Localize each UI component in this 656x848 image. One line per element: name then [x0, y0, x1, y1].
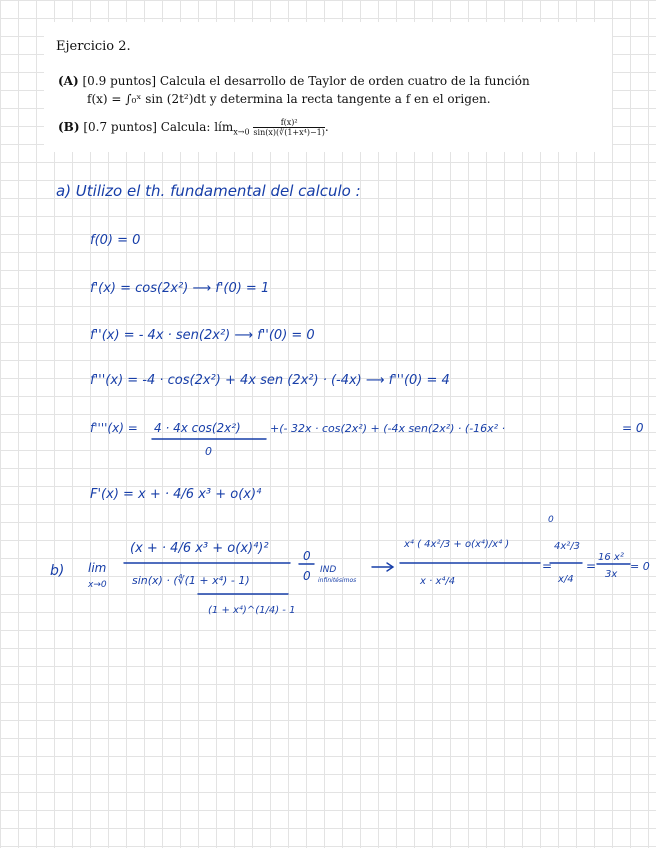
ind-label: IND [320, 565, 337, 575]
f3-line: f'''(x) = -4 · cos(2x²) + 4x sen (2x²) · (-4x) ⟶ f'''(0) = 4 [90, 373, 450, 388]
part-b-denominator: sin(x)(∛(1+x⁴)−1) [253, 128, 325, 137]
exercise-title: Ejercicio 2. [56, 39, 131, 54]
b-den-rewrite: (1 + x⁴)^(1/4) - 1 [208, 605, 296, 616]
part-b-text: [0.7 puntos] Calcula: lím [83, 120, 234, 134]
c-numerator: x⁴ ( 4x²/3 + o(x⁴)/x⁴ ) [404, 539, 510, 550]
part-a-tag: (A) [58, 74, 79, 88]
c-zero-annotation: 0 [548, 515, 554, 525]
zero-over-zero-den: 0 [303, 569, 311, 583]
f0-line: f(0) = 0 [90, 233, 141, 248]
taylor-line: F'(x) = x + · 4/6 x³ + o(x)⁴ [90, 487, 262, 502]
part-b-limit-sub: x→0 [233, 127, 250, 137]
zero-over-zero-num: 0 [303, 549, 311, 563]
f4-rest: +(- 32x · cos(2x²) + (-4x sen(2x²) · (-16x² · [270, 422, 506, 435]
d-equals: = [586, 559, 597, 573]
lim-subscript: x→0 [88, 580, 107, 590]
part-b-heading: b) [50, 563, 65, 579]
part-a-heading: a) Utilizo el th. fundamental del calculo : [56, 182, 361, 200]
f4-fraction-numerator: 4 · 4x cos(2x²) [154, 421, 241, 435]
f4-fraction-denominator: 0 [205, 445, 212, 458]
infinitesimos-label: infinitésimos [318, 577, 357, 584]
c-equals: = [542, 559, 553, 573]
part-a-line2: f(x) = ∫₀ˣ sin (2t²)dt y determina la recta tangente a f en el origen. [87, 92, 491, 106]
b-denominator: sin(x) · (∜(1 + x⁴) - 1) [132, 574, 250, 587]
f4-prefix: f''''(x) = [90, 421, 138, 435]
part-b-tag: (B) [58, 120, 80, 134]
f4-result: = 0 [622, 421, 644, 435]
d-denominator: x/4 [558, 574, 574, 585]
e-numerator: 16 x² [598, 552, 624, 563]
part-b-numerator: f(x)² [253, 118, 324, 128]
c-denominator: x · x⁴/4 [420, 576, 456, 587]
b-numerator: (x + · 4/6 x³ + o(x)⁴)² [130, 541, 269, 556]
part-b-line: (B) [0.7 puntos] Calcula: lím$_{x\to 0}$ $\frac{\text{f(x)²}}{\text{sin(x)(∛(1+x⁴)−1)}}$ . [58, 118, 329, 137]
f2-line: f''(x) = - 4x · sen(2x²) ⟶ f''(0) = 0 [90, 328, 315, 343]
lim-word: lim [88, 561, 107, 575]
part-a-text: [0.9 puntos] Calcula el desarrollo de Taylor de orden cuatro de la función [82, 74, 530, 88]
f1-line: f'(x) = cos(2x²) ⟶ f'(0) = 1 [90, 281, 270, 296]
e-denominator: 3x [605, 569, 618, 580]
e-result: = 0 [630, 560, 650, 573]
d-numerator: 4x²/3 [554, 541, 581, 552]
